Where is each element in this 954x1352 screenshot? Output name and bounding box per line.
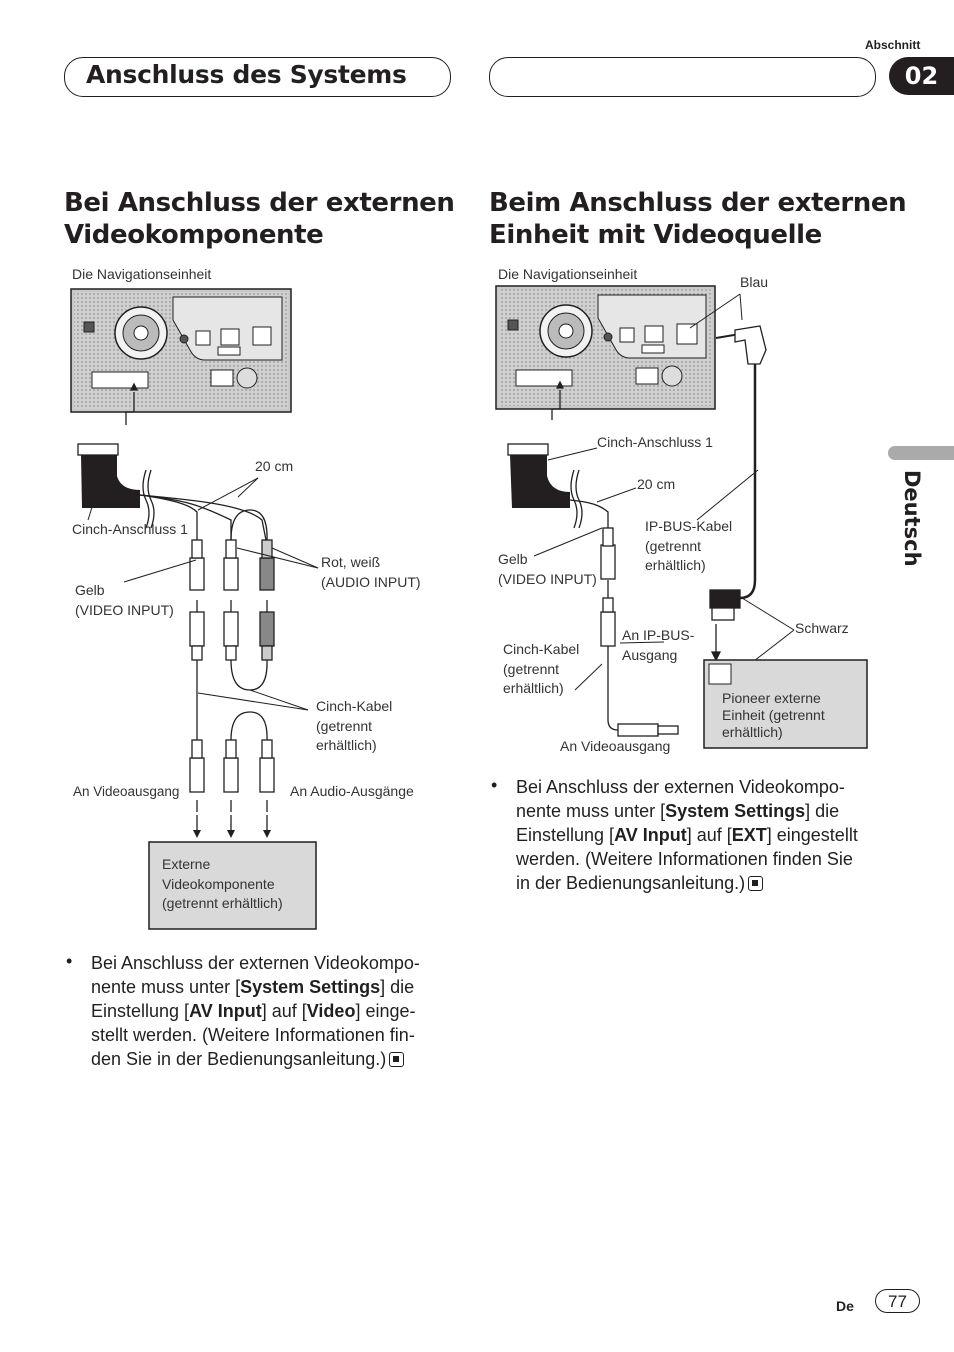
right-black-label: Schwarz (795, 620, 849, 636)
right-video-out-label: An Videoausgang (560, 738, 671, 754)
end-mark-icon (748, 876, 763, 891)
right-note-bullet: • (491, 775, 498, 795)
right-ipbus-out-label: An IP-BUS- Ausgang (622, 627, 695, 663)
left-heading: Bei Anschluss der externen Videokomponente (64, 188, 455, 250)
left-external-component-label: Externe Videokomponente (getrennt erhältlich) (162, 856, 283, 911)
footer-lang: De (836, 1298, 854, 1314)
right-nav-unit-label: Die Navigationseinheit (498, 266, 638, 282)
left-red-white-label: Rot, weiß (AUDIO INPUT) (321, 554, 421, 590)
left-plugs (190, 540, 274, 792)
left-cinch-cable-label: Cinch-Kabel (getrennt erhältlich) (316, 698, 393, 753)
left-cinch1-label: Cinch-Anschluss 1 (72, 521, 188, 537)
section-label: Abschnitt (865, 38, 921, 52)
section-number-badge: 02 (889, 57, 954, 95)
right-cinch-cable-label: Cinch-Kabel (getrennt erhältlich) (503, 641, 580, 696)
right-blue-label: Blau (740, 274, 769, 290)
right-pioneer-unit-label: Pioneer externe Einheit (getrennt erhältlich) (722, 690, 825, 740)
right-note: Bei Anschluss der externen Videokompo- nente muss unter [System Settings] die Einstellung [AV Input] auf [EXT] eingestellt werden. (Weitere Informationen finden Sie in der Bedienungsanleitung.) (516, 777, 858, 893)
language-label: Deutsch (900, 470, 924, 567)
right-cinch-connector (508, 444, 570, 508)
page-number: 77 (875, 1289, 920, 1313)
right-yellow-label: Gelb (VIDEO INPUT) (498, 551, 597, 587)
left-cinch-connector (78, 444, 140, 508)
left-yellow-label: Gelb (VIDEO INPUT) (75, 582, 174, 618)
right-cinch1-label: Cinch-Anschluss 1 (597, 434, 713, 450)
left-length-label: 20 cm (255, 458, 294, 474)
left-audio-out-label: An Audio-Ausgänge (290, 783, 414, 799)
end-mark-icon (389, 1052, 404, 1067)
left-note-bullet: • (66, 951, 73, 971)
right-heading: Beim Anschluss der externen Einheit mit Videoquelle (489, 188, 907, 250)
right-ipbus-label: IP-BUS-Kabel (getrennt erhältlich) (645, 518, 733, 573)
right-length-label: 20 cm (637, 476, 676, 492)
left-video-out-label: An Videoausgang (73, 784, 180, 799)
page-title: Anschluss des Systems (86, 60, 407, 89)
left-nav-unit-label: Die Navigationseinheit (72, 266, 212, 282)
right-nav-unit (496, 286, 715, 409)
left-note: Bei Anschluss der externen Videokompo- nente muss unter [System Settings] die Einstellung [AV Input] auf [Video] einge- stellt werden. (Weitere Informationen fin- den Sie in der Bedienungsanleitung.) (91, 953, 420, 1069)
left-nav-unit (71, 289, 291, 412)
